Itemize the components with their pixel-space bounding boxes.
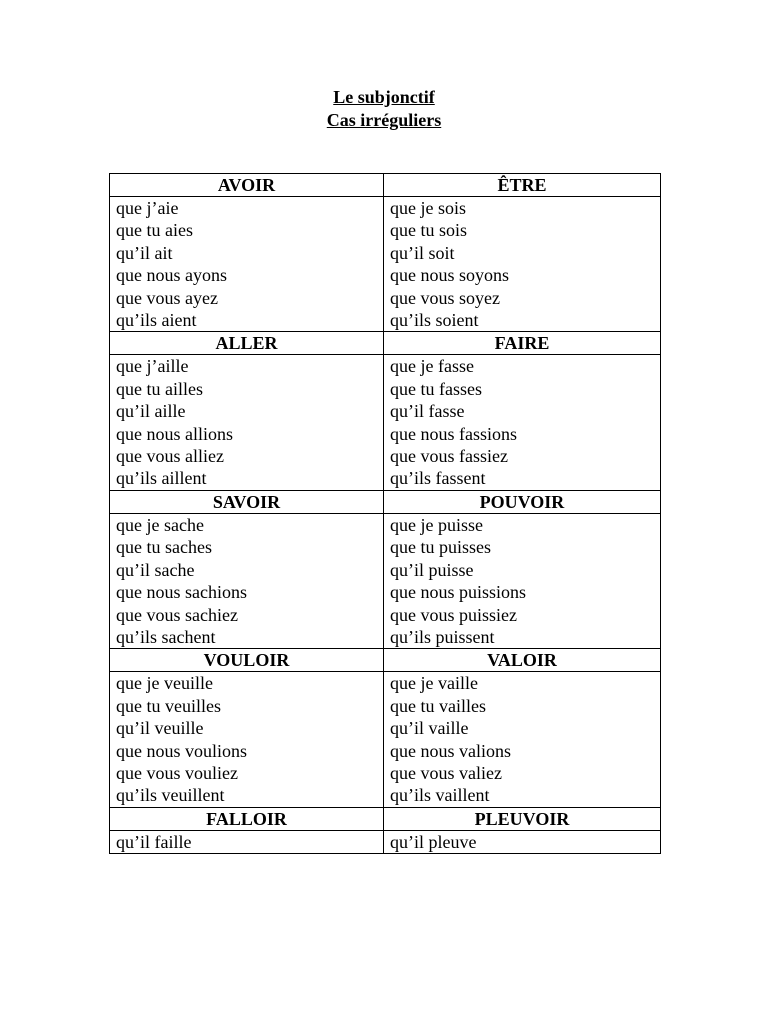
conjugation-row (110, 830, 661, 853)
conjugated-form: que nous puissions (390, 582, 527, 603)
conjugated-form: que je fasse (390, 356, 474, 377)
conjugated-form: que je veuille (116, 673, 213, 694)
verb-header-row (110, 649, 661, 672)
conjugation-cell (384, 830, 661, 853)
verb-header-row (110, 174, 661, 197)
conjugated-form: que tu fasses (390, 378, 482, 399)
verb-header-row (110, 490, 661, 513)
conjugated-form: qu’ils sachent (116, 626, 216, 647)
conjugated-form: que nous allions (116, 423, 233, 444)
conjugated-form: qu’ils veuillent (116, 785, 225, 806)
verb-heading: FALLOIR (110, 807, 384, 830)
conjugated-form: que tu vailles (390, 695, 486, 716)
conjugation-table-body (110, 174, 661, 854)
conjugated-form: que j’aille (116, 356, 189, 377)
conjugated-form: que vous ayez (116, 287, 218, 308)
conjugated-form: qu’ils soient (390, 310, 479, 331)
conjugated-form: que tu puisses (390, 537, 491, 558)
conjugated-form: que nous soyons (390, 265, 510, 286)
conjugated-form: qu’ils aient (116, 310, 197, 331)
conjugation-row (110, 513, 661, 648)
verb-heading: VALOIR (384, 649, 661, 672)
conjugated-form: que tu saches (116, 537, 212, 558)
conjugation-cell (110, 513, 384, 648)
verb-header-row (110, 807, 661, 830)
verb-heading: POUVOIR (384, 490, 661, 513)
conjugated-form: qu’ils aillent (116, 468, 207, 489)
conjugated-form: qu’il vaille (390, 718, 469, 739)
conjugated-form: que vous alliez (116, 446, 224, 467)
conjugated-form: que j’aie (116, 198, 179, 218)
conjugation-cell (110, 830, 384, 853)
conjugation-row (110, 672, 661, 807)
conjugated-form: que nous fassions (390, 423, 517, 444)
conjugated-form: que je sache (116, 514, 204, 535)
verb-heading: SAVOIR (110, 490, 384, 513)
title-line-2: Cas irréguliers (326, 110, 442, 130)
conjugated-form: qu’ils vaillent (390, 785, 490, 806)
conjugated-form: qu’ils fassent (390, 468, 486, 489)
conjugated-form: que vous valiez (390, 762, 502, 783)
conjugated-form: qu’il pleuve (390, 831, 477, 852)
conjugated-form: que vous puissiez (390, 604, 517, 625)
conjugation-cell (110, 197, 384, 332)
conjugated-form: qu’il aille (116, 401, 186, 422)
conjugated-form: que tu sois (390, 220, 468, 241)
conjugated-form: que je vaille (390, 673, 478, 694)
title-line-1: Le subjonctif (333, 87, 435, 107)
conjugated-form: que nous valions (390, 740, 511, 761)
verb-heading: ÊTRE (384, 174, 661, 197)
conjugated-form: que vous vouliez (116, 762, 238, 783)
verb-heading: ALLER (110, 332, 384, 355)
conjugation-cell (110, 672, 384, 807)
conjugated-form: que nous sachions (116, 582, 247, 603)
conjugation-cell (384, 197, 661, 332)
conjugation-row (110, 355, 661, 490)
conjugation-cell (384, 355, 661, 490)
conjugation-table (109, 173, 661, 854)
conjugation-cell (384, 513, 661, 648)
conjugated-form: qu’il veuille (116, 718, 204, 739)
verb-heading: FAIRE (384, 332, 661, 355)
verb-heading: PLEUVOIR (384, 807, 661, 830)
verb-header-row (110, 332, 661, 355)
conjugation-cell (110, 355, 384, 490)
conjugated-form: que tu veuilles (116, 695, 221, 716)
conjugated-form: que vous sachiez (116, 604, 238, 625)
conjugated-form: qu’il faille (116, 831, 192, 852)
verb-heading: VOULOIR (110, 649, 384, 672)
conjugated-form: que vous soyez (390, 287, 500, 308)
conjugated-form: qu’il puisse (390, 559, 474, 580)
conjugated-form: qu’il fasse (390, 401, 465, 422)
conjugated-form: qu’ils puissent (390, 626, 495, 647)
conjugated-form: que nous voulions (116, 740, 248, 761)
verb-heading: AVOIR (110, 174, 384, 197)
conjugated-form: que vous fassiez (390, 446, 508, 467)
conjugated-form: que je puisse (390, 514, 483, 535)
conjugated-form: qu’il ait (116, 242, 173, 263)
conjugation-cell (384, 672, 661, 807)
document-title (0, 86, 768, 132)
conjugation-row (110, 197, 661, 332)
conjugated-form: que tu ailles (116, 378, 203, 399)
conjugated-form: qu’il sache (116, 559, 195, 580)
conjugated-form: que nous ayons (116, 265, 227, 286)
conjugated-form: qu’il soit (390, 242, 455, 263)
conjugated-form: que tu aies (116, 220, 193, 241)
conjugated-form: que je sois (390, 198, 466, 218)
